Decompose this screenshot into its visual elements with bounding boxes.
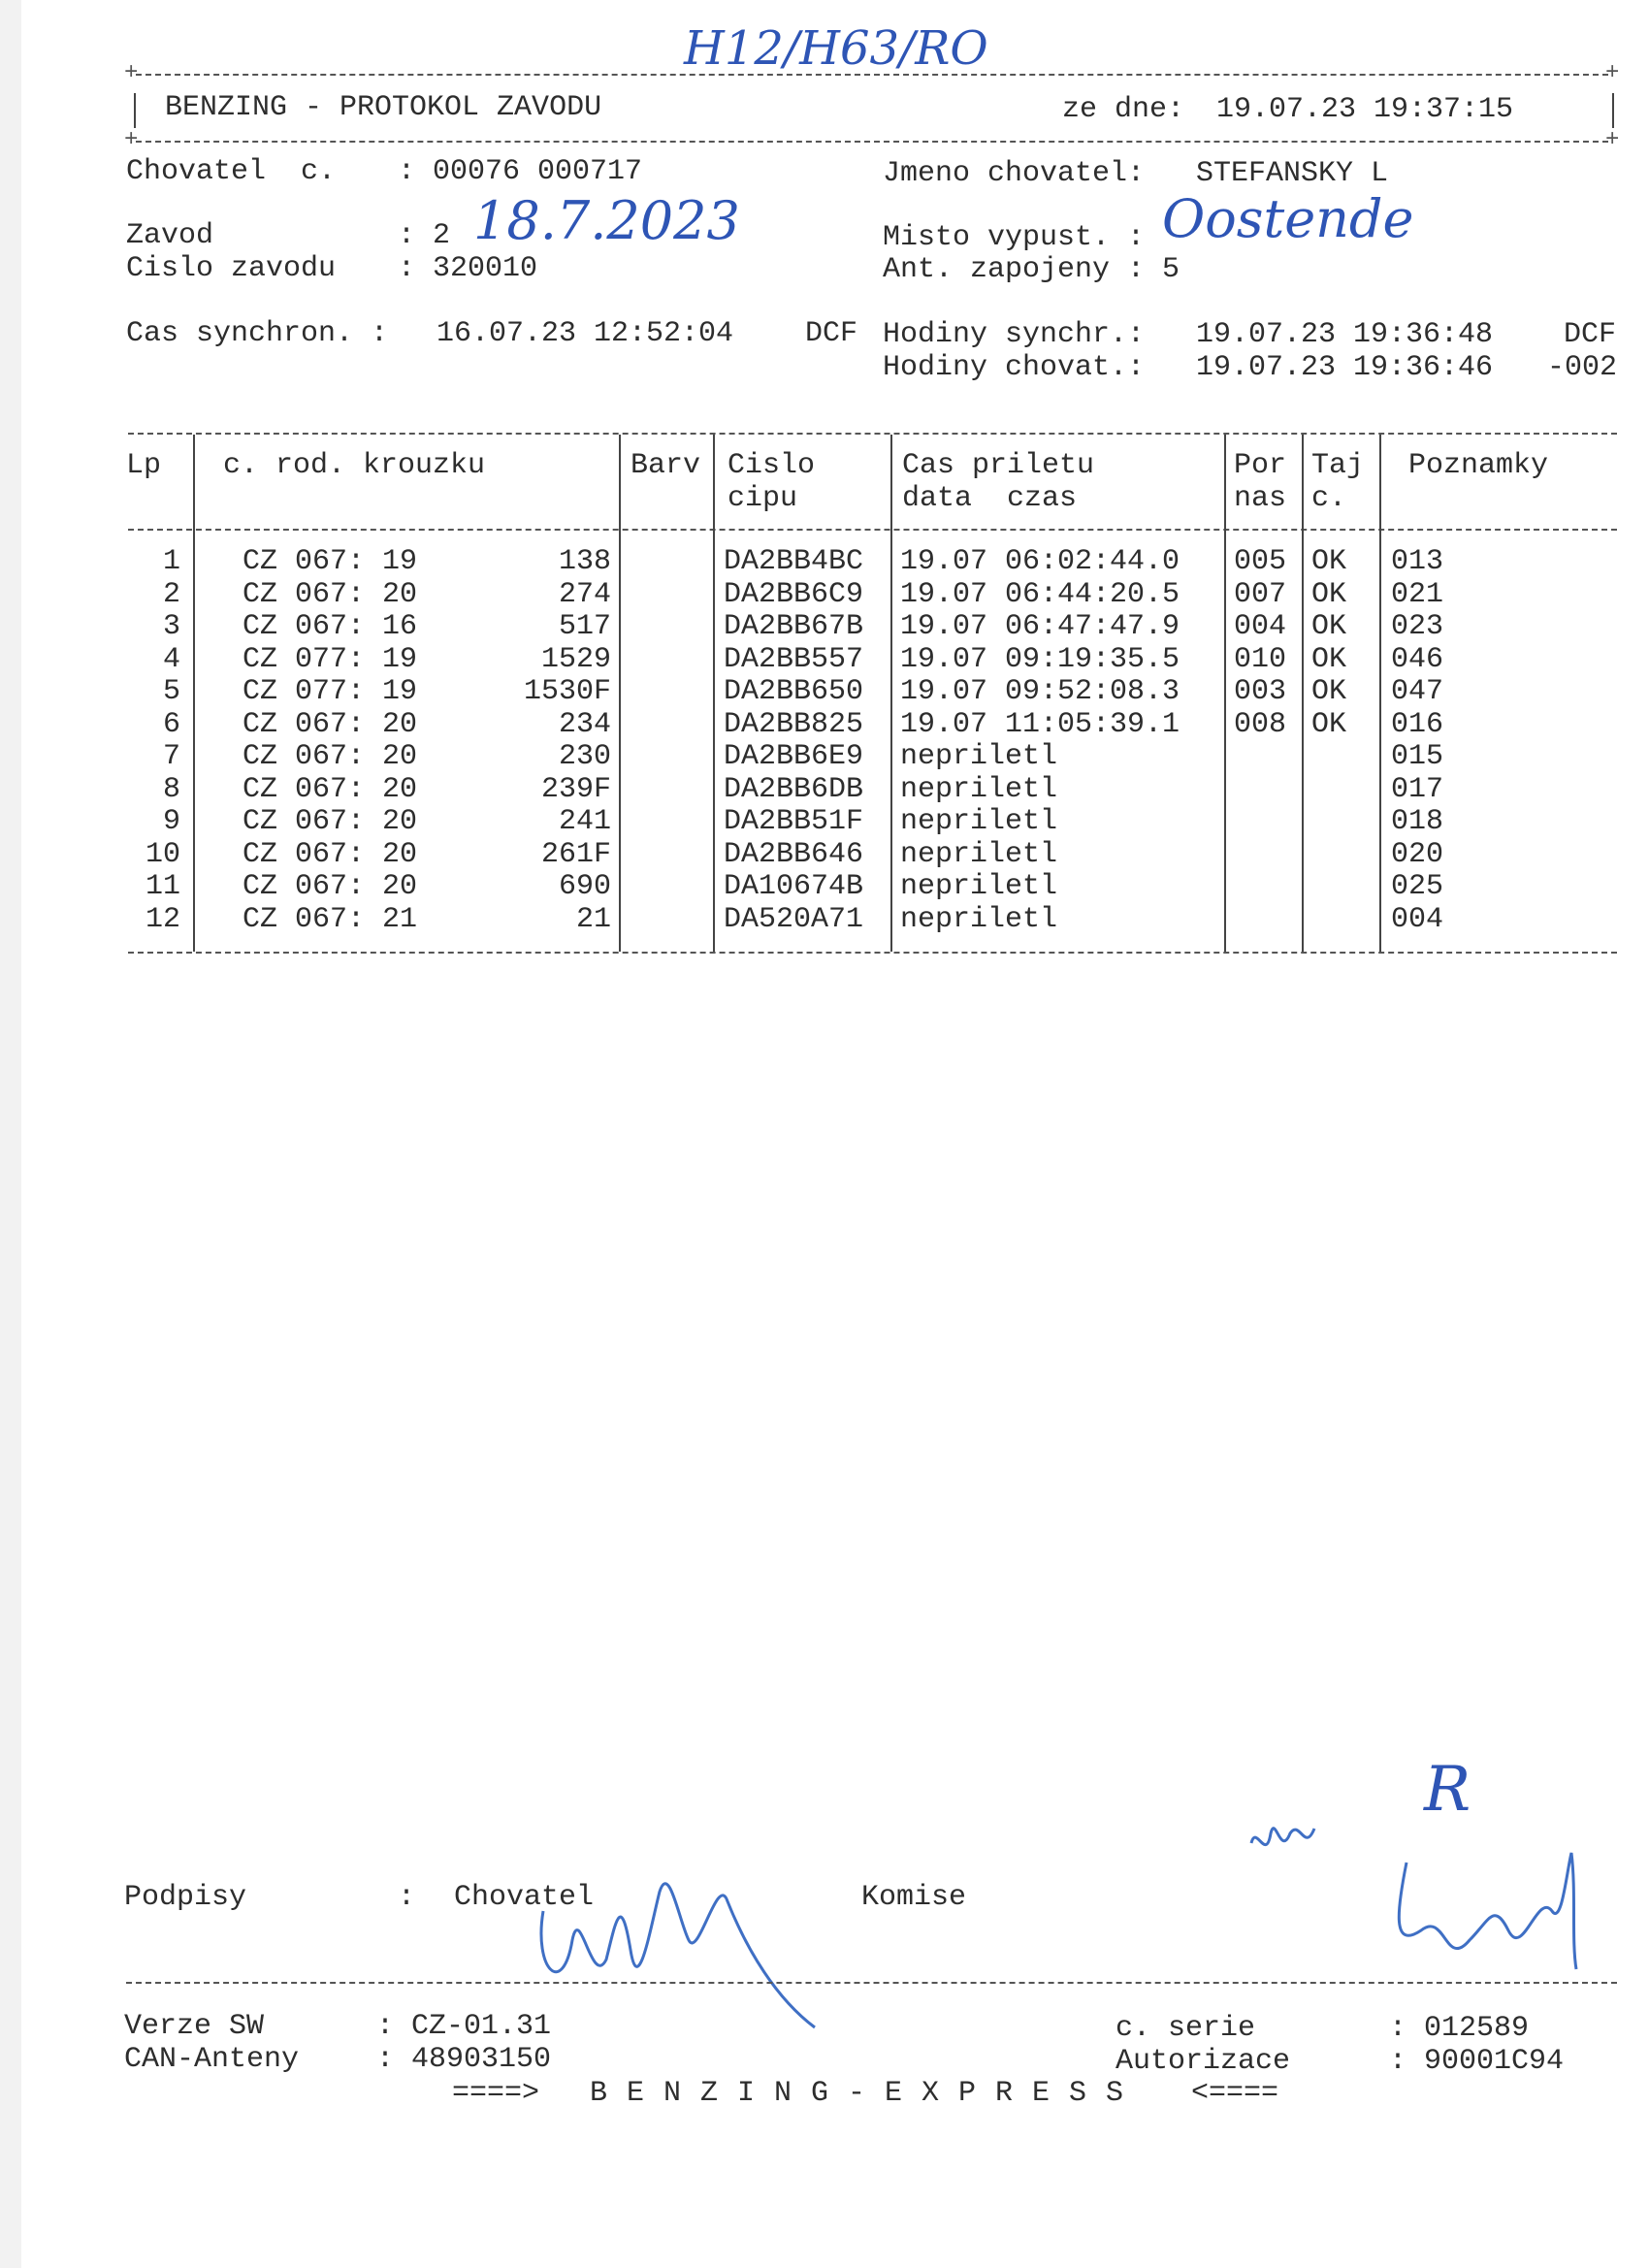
cell-ring: CZ 067: 21 — [242, 902, 418, 936]
cell-ring: CZ 067: 20 — [242, 707, 418, 741]
handwritten-commission-initials: R — [1424, 1754, 1471, 1826]
cell-lp: 8 — [162, 772, 180, 806]
hodiny-sync-value: 19.07.23 19:36:48 — [1196, 318, 1494, 351]
date-label: ze dne: — [1062, 93, 1185, 126]
cell-ring: CZ 077: 19 — [242, 642, 418, 676]
hodiny-chovat-label: Hodiny chovat.: — [883, 351, 1146, 384]
cell-ring: CZ 067: 20 — [242, 805, 418, 838]
cell-ring-number: 1529 — [540, 642, 611, 676]
cell-note: 017 — [1391, 772, 1444, 806]
cell-arrival-time: 19.07 06:47:47.9 — [900, 610, 1180, 643]
cell-ring: CZ 077: 19 — [242, 675, 418, 708]
handwritten-race-date: 18.7.2023 — [473, 190, 740, 251]
cell-note: 020 — [1391, 837, 1444, 871]
col-header-chip-2: cipu — [728, 482, 798, 515]
cell-chip: DA2BB557 — [724, 642, 864, 676]
cell-secret: OK — [1311, 707, 1347, 741]
jmeno-label: Jmeno chovatel: — [883, 157, 1146, 190]
serie-label: c. serie — [1116, 2012, 1256, 2045]
komise-label: Komise — [861, 1881, 967, 1914]
cell-note: 018 — [1391, 805, 1444, 838]
cell-order: 005 — [1234, 545, 1287, 578]
cell-ring-number: 21 — [575, 902, 611, 936]
brand-arrow-right: <==== — [1191, 2077, 1279, 2110]
serie-value: : 012589 — [1389, 2012, 1530, 2045]
cell-ring-number: 138 — [558, 545, 611, 578]
cell-secret: OK — [1311, 577, 1347, 611]
cell-order: 007 — [1234, 577, 1287, 611]
paper-edge — [0, 0, 21, 2268]
col-header-por-2: nas — [1234, 482, 1287, 515]
cell-ring-number: 274 — [558, 577, 611, 611]
col-header-barv: Barv — [630, 449, 701, 482]
cell-chip: DA2BB67B — [724, 610, 864, 643]
verze-sw-label: Verze SW — [124, 2010, 265, 2043]
col-header-time-2: data czas — [902, 482, 1078, 515]
col-header-chip: Cislo — [728, 449, 816, 482]
cell-arrival-time: 19.07 11:05:39.1 — [900, 707, 1180, 741]
cell-secret: OK — [1311, 675, 1347, 708]
cell-order: 008 — [1234, 707, 1287, 741]
commission-initials-mark — [1242, 1804, 1358, 1882]
breeder-signature — [524, 1833, 834, 2037]
cell-ring: CZ 067: 20 — [242, 837, 418, 871]
table-header-rule — [128, 529, 1617, 531]
col-header-taj: Taj — [1311, 449, 1365, 482]
cell-arrival-time: nepriletl — [900, 870, 1058, 903]
cell-ring-number: 241 — [558, 805, 611, 838]
cell-lp: 3 — [162, 610, 180, 643]
cell-order: 010 — [1234, 642, 1287, 676]
brand-arrow-left: ====> — [452, 2077, 540, 2110]
cell-chip: DA2BB51F — [724, 805, 864, 838]
table-top-rule — [128, 433, 1617, 435]
cislo-zavodu-label: Cislo zavodu — [126, 252, 337, 285]
cell-secret: OK — [1311, 545, 1347, 578]
hodiny-sync-label: Hodiny synchr.: — [883, 318, 1146, 351]
cell-arrival-time: nepriletl — [900, 902, 1058, 936]
col-header-notes: Poznamky — [1408, 449, 1549, 482]
cell-ring-number: 239F — [540, 772, 611, 806]
cell-lp: 4 — [162, 642, 180, 676]
cell-ring-number: 261F — [540, 837, 611, 871]
cas-sync-label: Cas synchron. : — [126, 317, 389, 350]
cell-lp: 2 — [162, 577, 180, 611]
cell-secret: OK — [1311, 610, 1347, 643]
jmeno-value: STEFANSKY L — [1196, 157, 1389, 190]
cell-chip: DA2BB650 — [724, 675, 864, 708]
hodiny-chovat-value: 19.07.23 19:36:46 — [1196, 351, 1494, 384]
cell-chip: DA2BB6C9 — [724, 577, 864, 611]
footer-rule — [126, 1982, 1617, 1984]
cas-sync-source: DCF — [805, 317, 858, 350]
misto-label: Misto vypust. : — [883, 221, 1146, 254]
cell-note: 013 — [1391, 545, 1444, 578]
col-header-taj-2: c. — [1311, 482, 1347, 515]
cell-chip: DA2BB646 — [724, 837, 864, 871]
header-bottom-rule — [136, 141, 1608, 143]
cell-chip: DA10674B — [724, 870, 864, 903]
cell-chip: DA2BB6E9 — [724, 740, 864, 773]
cell-order: 003 — [1234, 675, 1287, 708]
cell-chip: DA2BB4BC — [724, 545, 864, 578]
cell-lp: 10 — [145, 837, 180, 871]
cell-ring: CZ 067: 16 — [242, 610, 418, 643]
brand-name: BENZING-EXPRESS — [590, 2077, 1144, 2110]
cell-ring-number: 1530F — [523, 675, 611, 708]
podpisy-colon: : — [398, 1881, 416, 1914]
cell-chip: DA520A71 — [724, 902, 864, 936]
cell-ring: CZ 067: 20 — [242, 740, 418, 773]
cell-lp: 1 — [162, 545, 180, 578]
commission-signature — [1377, 1833, 1620, 1989]
cell-note: 023 — [1391, 610, 1444, 643]
zavod-value: : 2 — [398, 219, 451, 252]
handwritten-code: H12/H63/RO — [684, 21, 988, 76]
cell-chip: DA2BB6DB — [724, 772, 864, 806]
header-top-rule — [136, 74, 1608, 76]
cell-note: 015 — [1391, 740, 1444, 773]
col-header-por: Por — [1234, 449, 1287, 482]
cell-ring: CZ 067: 20 — [242, 772, 418, 806]
cell-note: 004 — [1391, 902, 1444, 936]
cell-arrival-time: nepriletl — [900, 772, 1058, 806]
col-header-ring: c. rod. krouzku — [223, 449, 486, 482]
handwritten-release-place: Oostende — [1162, 188, 1414, 249]
cell-chip: DA2BB825 — [724, 707, 864, 741]
verze-sw-value: : CZ-01.31 — [376, 2010, 552, 2043]
chovatel-label: Chovatel c. — [126, 155, 337, 188]
hodiny-sync-source: DCF — [1564, 318, 1617, 351]
antennas-connected: Ant. zapojeny : 5 — [883, 253, 1180, 286]
cislo-zavodu-value: : 320010 — [398, 252, 538, 285]
cell-arrival-time: 19.07 09:19:35.5 — [900, 642, 1180, 676]
cell-note: 047 — [1391, 675, 1444, 708]
zavod-label: Zavod — [126, 219, 214, 252]
cell-arrival-time: 19.07 09:52:08.3 — [900, 675, 1180, 708]
cell-ring: CZ 067: 20 — [242, 870, 418, 903]
hodiny-chovat-diff: -002 — [1547, 351, 1618, 384]
cell-arrival-time: nepriletl — [900, 740, 1058, 773]
cell-note: 021 — [1391, 577, 1444, 611]
cell-secret: OK — [1311, 642, 1347, 676]
cell-arrival-time: nepriletl — [900, 805, 1058, 838]
cell-ring: CZ 067: 19 — [242, 545, 418, 578]
chovatel-value: : 00076 000717 — [398, 155, 643, 188]
cas-sync-value: 16.07.23 12:52:04 — [436, 317, 734, 350]
cell-arrival-time: 19.07 06:44:20.5 — [900, 577, 1180, 611]
cell-ring: CZ 067: 20 — [242, 577, 418, 611]
cell-lp: 7 — [162, 740, 180, 773]
table-bottom-rule — [128, 952, 1617, 954]
autorizace-label: Autorizace — [1116, 2045, 1291, 2078]
cell-arrival-time: nepriletl — [900, 837, 1058, 871]
cell-lp: 11 — [145, 870, 180, 903]
cell-lp: 6 — [162, 707, 180, 741]
can-anteny-value: : 48903150 — [376, 2043, 552, 2076]
cell-lp: 5 — [162, 675, 180, 708]
cell-lp: 9 — [162, 805, 180, 838]
cell-ring-number: 690 — [558, 870, 611, 903]
cell-note: 025 — [1391, 870, 1444, 903]
cell-ring-number: 234 — [558, 707, 611, 741]
cell-ring-number: 230 — [558, 740, 611, 773]
cell-arrival-time: 19.07 06:02:44.0 — [900, 545, 1180, 578]
podpisy-label: Podpisy — [124, 1881, 247, 1914]
chovatel-signature-label: Chovatel — [454, 1881, 595, 1914]
cell-lp: 12 — [145, 902, 180, 936]
cell-order: 004 — [1234, 610, 1287, 643]
cell-note: 046 — [1391, 642, 1444, 676]
autorizace-value: : 90001C94 — [1389, 2045, 1565, 2078]
document-title: BENZING - PROTOKOL ZAVODU — [165, 91, 602, 124]
date-value: 19.07.23 19:37:15 — [1216, 93, 1514, 126]
col-header-time: Cas priletu — [902, 449, 1095, 482]
cell-ring-number: 517 — [558, 610, 611, 643]
cell-note: 016 — [1391, 707, 1444, 741]
col-header-lp: Lp — [126, 449, 162, 482]
can-anteny-label: CAN-Anteny — [124, 2043, 300, 2076]
